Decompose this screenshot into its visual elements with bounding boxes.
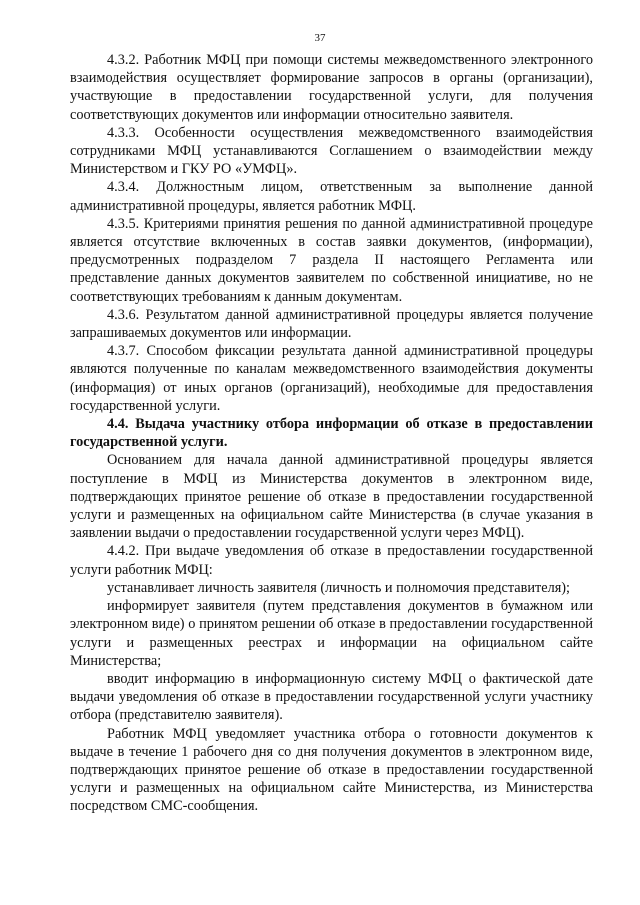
document-body	[70, 51, 593, 816]
paragraph-4-3-7: 4.3.7. Способом фиксации результата данной административной процедуры являются полученные по каналам межведомственного взаимодействия документы (информация) от иных органов (организаций), необходимые для предоставления государственной услуги.	[70, 343, 593, 414]
paragraph-4-3-3: 4.3.3. Особенности осуществления межведомственного взаимодействия сотрудниками МФЦ устанавливаются Соглашением о взаимодействии между Министерством и ГКУ РО «УМФЦ».	[70, 124, 593, 178]
list-item-inform: информирует заявителя (путем представления документов в бумажном или электронном виде) о принятом решении об отказе в предоставлении государственной услуги и размещенных реестрах и информации на официальном сайте Министерства;	[70, 598, 593, 669]
list-item-enter-info: вводит информацию в информационную систему МФЦ о фактической дате выдачи уведомления об отказе в предоставлении государственной услуги участнику отбора (представителю заявителя).	[70, 670, 593, 724]
paragraph-4-3-6: 4.3.6. Результатом данной административной процедуры является получение запрашиваемых документов или информации.	[70, 306, 593, 342]
list-item-identify: устанавливает личность заявителя (личность и полномочия представителя);	[107, 579, 571, 596]
paragraph-4-4-2: 4.4.2. При выдаче уведомления об отказе в предоставлении государственной услуги работник МФЦ:	[70, 543, 593, 578]
paragraph-4-3-2: 4.3.2. Работник МФЦ при помощи системы межведомственного электронного взаимодействия осуществляет формирование запросов в органы (организации), участвующие в предоставлении государственной услуги, для получения соответствующих документов или информации относительно заявителя.	[70, 52, 593, 123]
section-heading-4-4: 4.4. Выдача участнику отбора информации об отказе в предоставлении государственной услуги.	[70, 416, 593, 451]
paragraph-4-3-4: 4.3.4. Должностным лицом, ответственным за выполнение данной административной процедуры, является работник МФЦ.	[70, 179, 593, 214]
paragraph-notify: Работник МФЦ уведомляет участника отбора о готовности документов к выдаче в течение 1 рабочего дня со дня получения документов в электронном виде, подтверждающих принятое решение об отказе в предоставлении государственной услуги и размещенных на официальном сайте Министерства, из Министерства посредством СМС-сообщения.	[70, 725, 593, 815]
paragraph-4-4-basis: Основанием для начала данной административной процедуры является поступление в МФЦ из Министерства документов в электронном виде, подтверждающих принятое решение об отказе в предоставлении государственной услуги и размещенных на официальном сайте Министерства (в случае указания в заявлении выдачи о предоставлении государственной услуги через МФЦ).	[70, 452, 593, 542]
page-number: 37	[314, 32, 326, 44]
paragraph-4-3-5: 4.3.5. Критериями принятия решения по данной административной процедуре является отсутствие включенных в состав заявки документов, (информации), предусмотренных подразделом 7 раздела II настоящего Регламента или представление данных документов заявителем по собственной инициативе, но не соответствующих требованиям к данным документам.	[70, 215, 593, 305]
